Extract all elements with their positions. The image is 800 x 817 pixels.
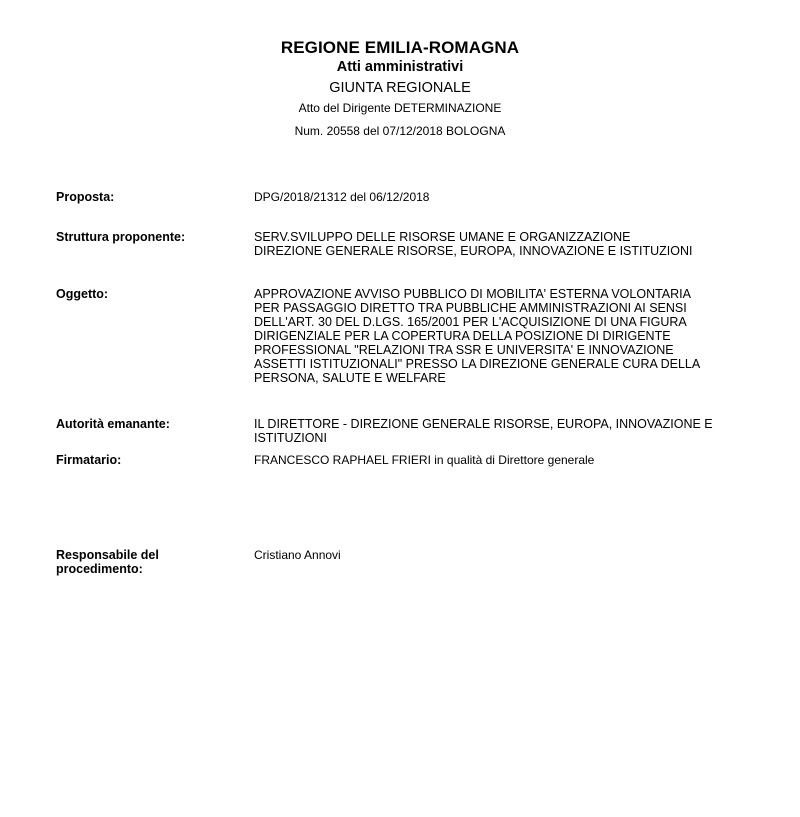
label-line: Responsabile del (56, 548, 159, 562)
value-line: IL DIRETTORE - DIREZIONE GENERALE RISORSE, EUROPA, INNOVAZIONE E (254, 417, 713, 431)
value-line: PER PASSAGGIO DIRETTO TRA PUBBLICHE AMMINISTRAZIONI AI SENSI (254, 301, 687, 315)
atto-number: Num. 20558 del 07/12/2018 BOLOGNA (294, 124, 506, 138)
label-line: procedimento: (56, 562, 143, 576)
value-line: DPG/2018/21312 del 06/12/2018 (254, 190, 430, 204)
field-label: Autorità emanante: (56, 417, 170, 431)
atto-type: Atto del Dirigente DETERMINAZIONE (298, 101, 502, 115)
field-value (254, 230, 774, 258)
field-label (56, 548, 246, 576)
field-value (254, 453, 774, 467)
value-line: ASSETTI ISTITUZIONALI" PRESSO LA DIREZIONE GENERALE CURA DELLA (254, 357, 701, 371)
value-line: SERV.SVILUPPO DELLE RISORSE UMANE E ORGANIZZAZIONE (254, 230, 631, 244)
value-line: DIREZIONE GENERALE RISORSE, EUROPA, INNOVAZIONE E ISTITUZIONI (254, 244, 693, 258)
field-value (254, 190, 774, 204)
value-line: ISTITUZIONI (254, 431, 327, 445)
field-label: Firmatario: (56, 453, 122, 467)
field-value (254, 287, 774, 385)
field-label: Struttura proponente: (56, 230, 186, 244)
value-line: PROFESSIONAL "RELAZIONI TRA SSR E UNIVERSITA' E INNOVAZIONE (254, 343, 674, 357)
giunta-title: GIUNTA REGIONALE (329, 80, 471, 96)
value-line: Cristiano Annovi (254, 548, 341, 562)
value-line: FRANCESCO RAPHAEL FRIERI in qualità di Direttore generale (254, 453, 595, 467)
region-title: REGIONE EMILIA-ROMAGNA (280, 38, 520, 57)
value-line: DIRIGENZIALE PER LA COPERTURA DELLA POSIZIONE DI DIRIGENTE (254, 329, 671, 343)
field-label: Proposta: (56, 190, 115, 204)
value-line: APPROVAZIONE AVVISO PUBBLICO DI MOBILITA' ESTERNA VOLONTARIA (254, 287, 691, 301)
field-label: Oggetto: (56, 287, 109, 301)
field-value (254, 417, 774, 445)
field-value (254, 548, 774, 562)
value-line: PERSONA, SALUTE E WELFARE (254, 371, 446, 385)
atti-subtitle: Atti amministrativi (336, 59, 464, 75)
value-line: DELL'ART. 30 DEL D.LGS. 165/2001 PER L'ACQUISIZIONE DI UNA FIGURA (254, 315, 687, 329)
